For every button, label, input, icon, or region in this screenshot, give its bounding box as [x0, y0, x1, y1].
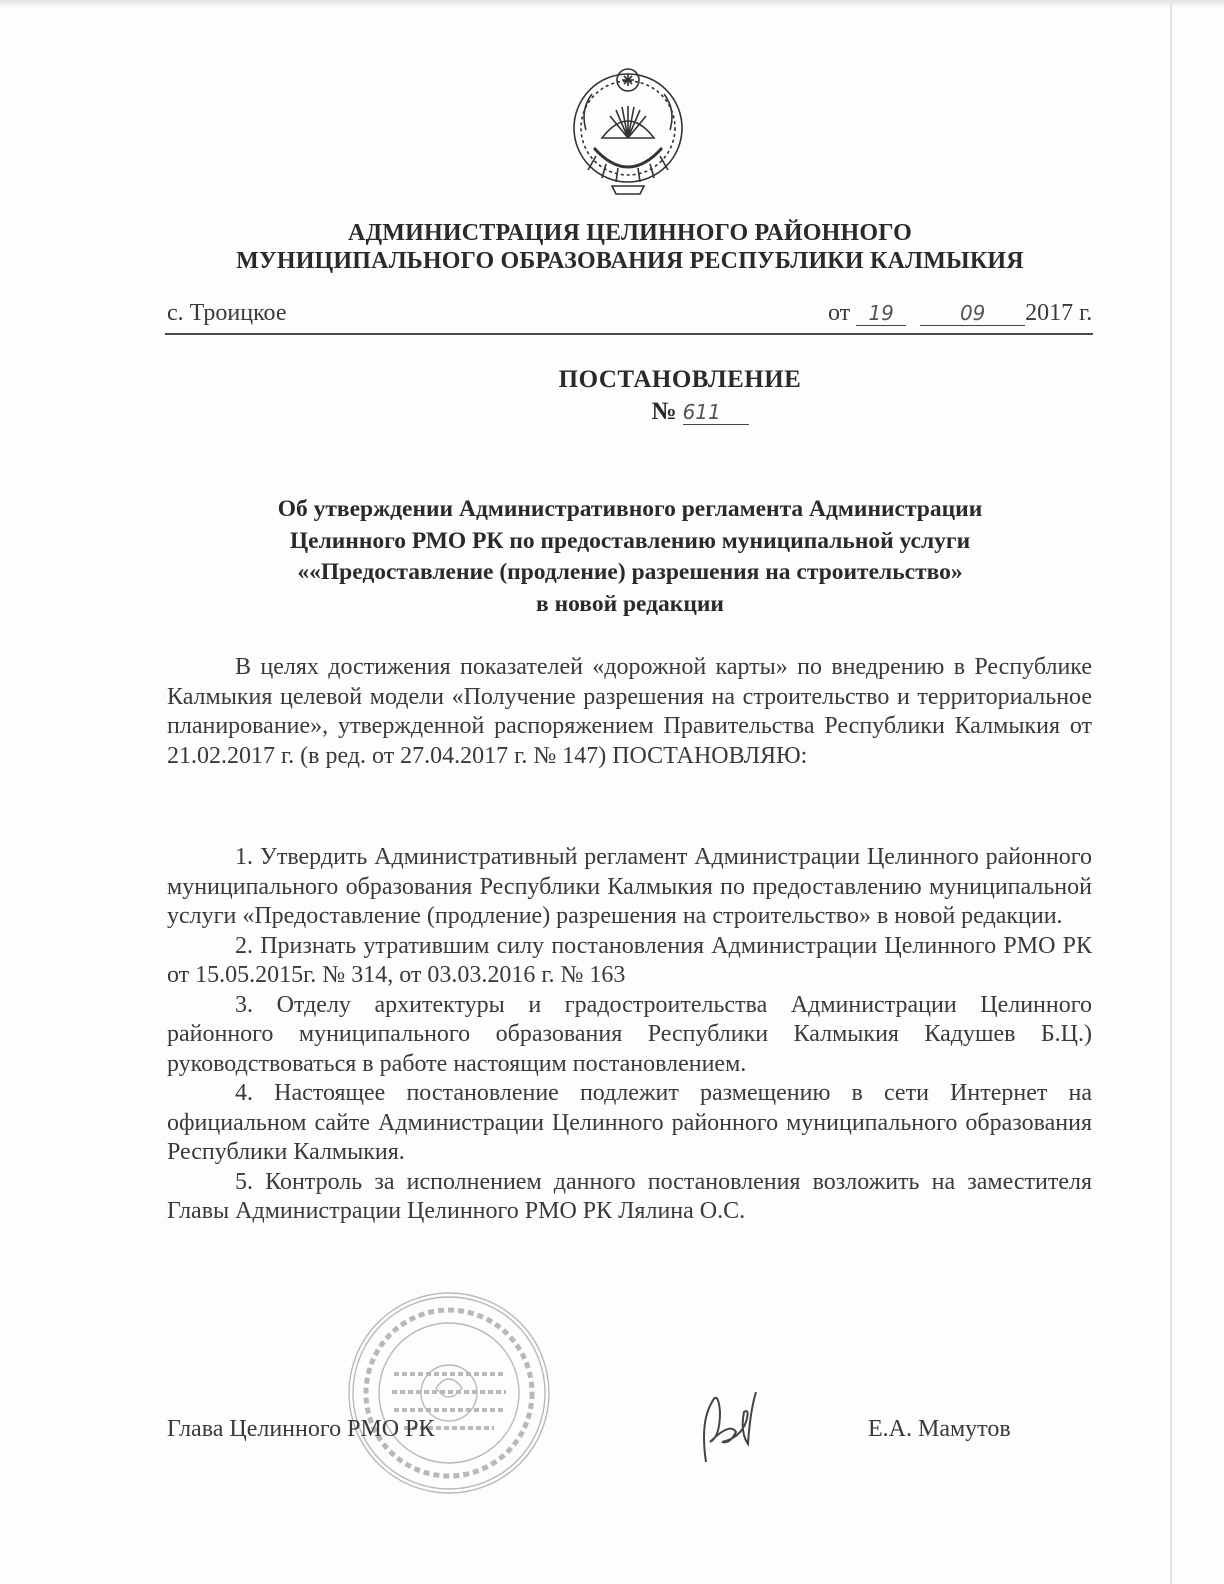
- document-type-title: ПОСТАНОВЛЕНИЕ: [558, 366, 802, 393]
- place-name: с. Троицкое: [167, 300, 287, 326]
- scan-shadow: [0, 0, 1224, 8]
- document-subject: [180, 494, 1080, 620]
- preamble-paragraph: [167, 653, 1092, 771]
- resolution-items: [167, 843, 1092, 1227]
- document-number: [300, 398, 1100, 426]
- signatory-title: Глава Целинного РМО РК: [167, 1416, 435, 1442]
- number-handwritten: 611: [683, 400, 749, 425]
- resolution-item-5: 5. Контроль за исполнением данного постановления возложить на заместителя Главы Администрации Целинного РМО РК Лялина О.С.: [167, 1168, 1092, 1224]
- subject-line: Об утверждении Административного регламента Администрации: [277, 496, 983, 522]
- date-year: 2017 г.: [1025, 300, 1093, 326]
- organization-name-line-1: АДМИНИСТРАЦИЯ ЦЕЛИННОГО РАЙОННОГО: [348, 220, 912, 246]
- document-date: [828, 300, 1092, 327]
- date-day-handwritten: 19: [856, 301, 906, 326]
- number-label: №: [651, 398, 677, 425]
- subject-line: ««Предоставление (продление) разрешения на строительство»: [297, 559, 963, 585]
- resolution-item-2: 2. Признать утратившим силу постановления Администрации Целинного РМО РК от 15.05.2015г. № 314, от 03.03.2016 г. № 163: [167, 932, 1092, 988]
- header-divider: [165, 333, 1093, 335]
- resolution-item-3: 3. Отделу архитектуры и градостроительства Администрации Целинного районного муниципального образования Республики Калмыкия Кадушев Б.Ц.) руководствоваться в работе настоящим постановлением.: [167, 991, 1092, 1077]
- date-month-handwritten: 09: [920, 301, 1025, 326]
- organization-name-line-2: МУНИЦИПАЛЬНОГО ОБРАЗОВАНИЯ РЕСПУБЛИКИ КАЛМЫКИЯ: [236, 248, 1024, 274]
- date-prefix: от: [828, 300, 851, 326]
- handwritten-signature: [690, 1382, 770, 1472]
- official-stamp: [344, 1288, 554, 1498]
- coat-of-arms-emblem: [566, 60, 690, 196]
- subject-line: Целинного РМО РК по предоставлению муниципальной услуги: [289, 527, 971, 554]
- preamble-text: В целях достижения показателей «дорожной карты» по внедрению в Республике Калмыкия целевой модели «Получение разрешения на строительство и территориальное планирование», утвержденной распоряжением Правительства Республики Калмыкия от 21.02.2017 г. (в ред. от 27.04.2017 г. № 147) ПОСТАНОВЛЯЮ:: [167, 654, 1092, 769]
- signatory-name: Е.А. Мамутов: [868, 1416, 1011, 1442]
- scan-edge-line: [1170, 0, 1172, 1584]
- subject-line: в новой редакции: [536, 590, 724, 617]
- resolution-item-4: 4. Настоящее постановление подлежит размещению в сети Интернет на официальном сайте Администрации Целинного районного муниципального образования Республики Калмыкия.: [167, 1080, 1092, 1165]
- resolution-item-1: 1. Утвердить Административный регламент Администрации Целинного районного муниципального образования Республики Калмыкия по предоставлению муниципальной услуги «Предоставление (продление) разрешения на строительство» в новой редакции.: [167, 844, 1092, 929]
